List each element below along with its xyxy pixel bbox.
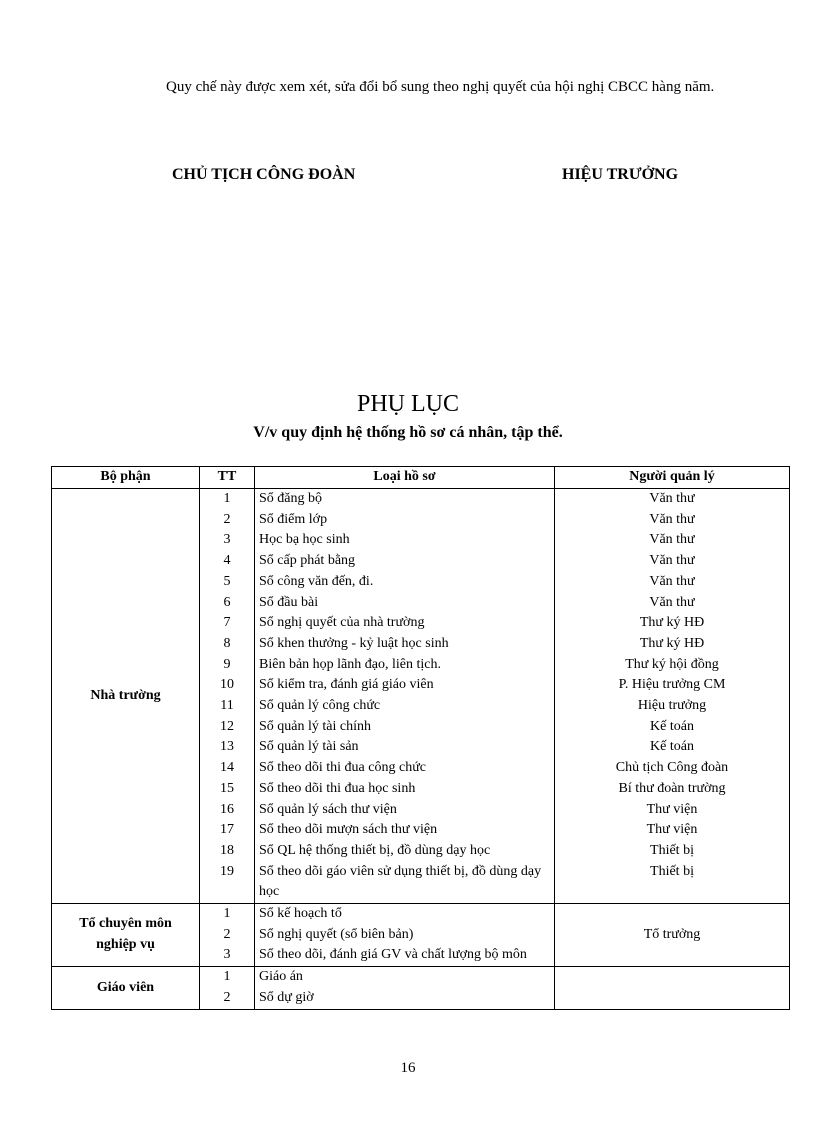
tt-cell: 1 (200, 967, 255, 988)
record-type-cell: Sổ quản lý công chức (255, 696, 555, 717)
tt-cell: 13 (200, 737, 255, 758)
record-type-cell: Sổ điểm lớp (255, 510, 555, 531)
manager-cell: Văn thư (555, 593, 790, 614)
appendix-subtitle: V/v quy định hệ thống hồ sơ cá nhân, tập thể. (253, 424, 563, 441)
record-type-cell: Sổ khen thưởng - kỷ luật học sinh (255, 634, 555, 655)
tt-cell: 9 (200, 655, 255, 676)
table-row (52, 967, 790, 988)
record-type-cell: Sổ theo dõi, đánh giá GV và chất lượng bộ môn (255, 945, 555, 966)
manager-cell: Văn thư (555, 510, 790, 531)
tt-cell: 12 (200, 717, 255, 738)
page-number: 16 (400, 1060, 416, 1076)
record-type-cell: Sổ nghị quyết (sổ biên bản) (255, 925, 555, 946)
manager-cell: Thư ký hội đồng (555, 655, 790, 676)
table-body (52, 489, 790, 1010)
department-cell: Giáo viên (52, 967, 200, 1009)
tt-cell: 1 (200, 904, 255, 925)
record-type-cell: Sổ kế hoạch tổ (255, 904, 555, 925)
record-type-cell: Sổ theo dõi thi đua học sinh (255, 779, 555, 800)
record-type-cell: Sổ theo dõi thi đua công chức (255, 758, 555, 779)
tt-cell: 17 (200, 820, 255, 841)
manager-cell: Thư ký HĐ (555, 613, 790, 634)
tt-cell: 14 (200, 758, 255, 779)
manager-cell: Văn thư (555, 489, 790, 510)
tt-cell: 19 (200, 862, 255, 904)
manager-cell: P. Hiệu trưởng CM (555, 675, 790, 696)
manager-cell: Thiết bị (555, 862, 790, 904)
record-type-cell: Sổ quản lý tài sản (255, 737, 555, 758)
record-type-cell: Sổ quản lý sách thư viện (255, 800, 555, 821)
tt-cell: 11 (200, 696, 255, 717)
record-type-cell: Sổ cấp phát bằng (255, 551, 555, 572)
manager-cell: Văn thư (555, 551, 790, 572)
department-cell: Nhà trường (52, 489, 200, 904)
header-manager: Người quản lý (555, 467, 790, 489)
tt-cell: 1 (200, 489, 255, 510)
signature-principal: HIỆU TRƯỞNG (562, 166, 679, 183)
record-type-cell: Sổ công văn đến, đi. (255, 572, 555, 593)
tt-cell: 10 (200, 675, 255, 696)
record-type-cell: Sổ đăng bộ (255, 489, 555, 510)
tt-cell: 2 (200, 988, 255, 1009)
record-type-cell: Giáo án (255, 967, 555, 988)
tt-cell: 6 (200, 593, 255, 614)
appendix-title: PHỤ LỤC (356, 391, 459, 417)
tt-cell: 18 (200, 841, 255, 862)
manager-cell: Thư viện (555, 820, 790, 841)
header-record-type: Loại hồ sơ (255, 467, 555, 489)
header-department: Bộ phận (52, 467, 200, 489)
record-type-cell: Sổ QL hệ thống thiết bị, đồ dùng dạy học (255, 841, 555, 862)
manager-cell: Chủ tịch Công đoàn (555, 758, 790, 779)
manager-cell: Thư ký HĐ (555, 634, 790, 655)
record-type-cell: Sổ theo dõi gáo viên sử dụng thiết bị, đồ dùng dạy học (255, 862, 555, 904)
tt-cell: 2 (200, 925, 255, 946)
manager-cell: Tổ trưởng (555, 904, 790, 967)
tt-cell: 5 (200, 572, 255, 593)
table-header-row (52, 467, 790, 489)
signature-union-chair: CHỦ TỊCH CÔNG ĐOÀN (172, 166, 356, 183)
tt-cell: 8 (200, 634, 255, 655)
header-tt: TT (200, 467, 255, 489)
manager-cell: Thư viện (555, 800, 790, 821)
record-type-cell: Biên bản họp lãnh đạo, liên tịch. (255, 655, 555, 676)
manager-cell: Hiệu trưởng (555, 696, 790, 717)
record-type-cell: Sổ kiểm tra, đánh giá giáo viên (255, 675, 555, 696)
tt-cell: 16 (200, 800, 255, 821)
record-type-cell: Sổ theo dõi mượn sách thư viện (255, 820, 555, 841)
department-cell: Tổ chuyên môn nghiệp vụ (52, 904, 200, 967)
record-type-cell: Học bạ học sinh (255, 530, 555, 551)
record-type-cell: Sổ đầu bài (255, 593, 555, 614)
record-type-cell: Sổ quản lý tài chính (255, 717, 555, 738)
tt-cell: 7 (200, 613, 255, 634)
manager-cell: Thiết bị (555, 841, 790, 862)
records-table (51, 466, 790, 1010)
table-row (52, 489, 790, 510)
tt-cell: 3 (200, 530, 255, 551)
manager-cell: Bí thư đoàn trường (555, 779, 790, 800)
tt-cell: 4 (200, 551, 255, 572)
tt-cell: 15 (200, 779, 255, 800)
manager-cell: Văn thư (555, 572, 790, 593)
table-row (52, 904, 790, 925)
record-type-cell: Sổ dự giờ (255, 988, 555, 1009)
manager-cell: Kế toán (555, 717, 790, 738)
record-type-cell: Sổ nghị quyết của nhà trường (255, 613, 555, 634)
intro-paragraph: Quy chế này được xem xét, sửa đổi bổ sung theo nghị quyết của hội nghị CBCC hàng năm. (166, 79, 715, 95)
manager-cell (555, 967, 790, 1009)
manager-cell: Kế toán (555, 737, 790, 758)
tt-cell: 3 (200, 945, 255, 966)
tt-cell: 2 (200, 510, 255, 531)
manager-cell: Văn thư (555, 530, 790, 551)
